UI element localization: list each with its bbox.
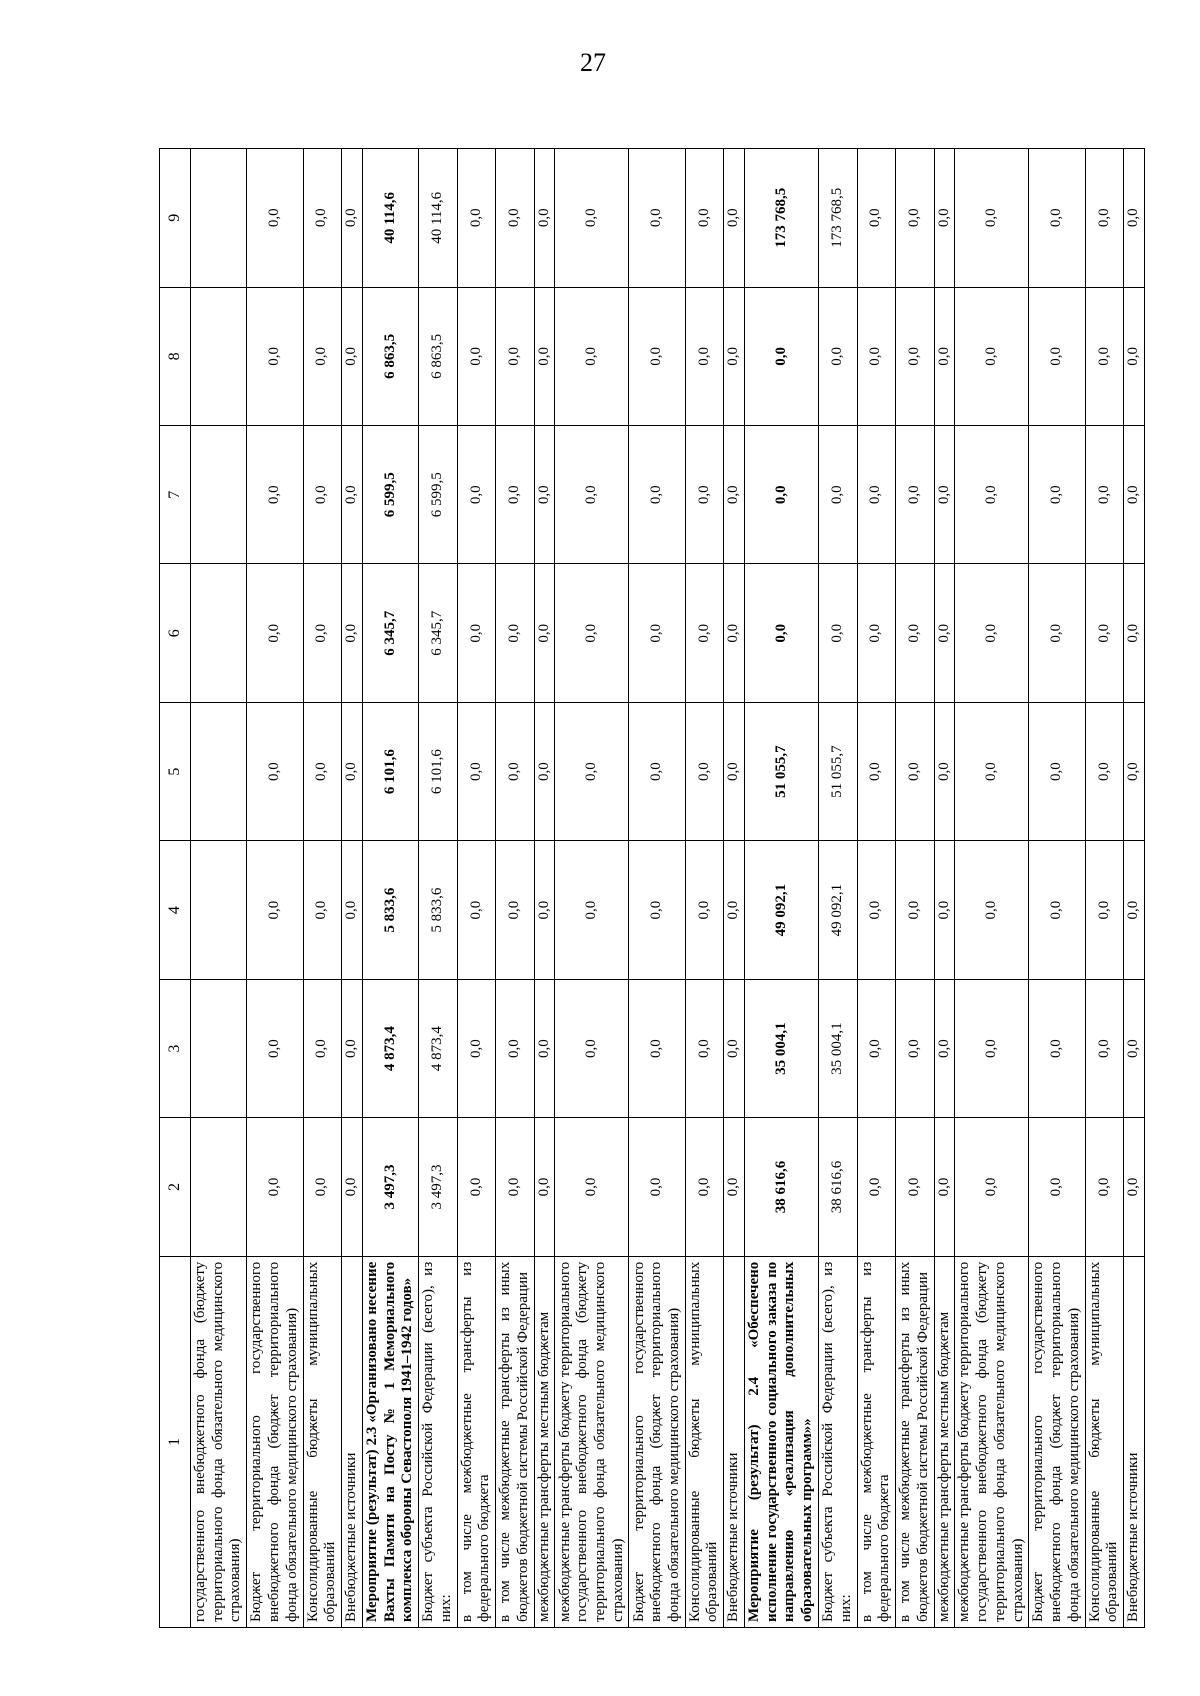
column-header: 6: [160, 564, 191, 702]
value-cell: 0,0: [955, 702, 1029, 840]
value-cell: 0,0: [303, 841, 342, 979]
value-cell: 0,0: [1029, 149, 1085, 288]
row-label: Бюджет территориального государственного внебюджетного фонда (бюджет территориального фонда обязательного медицинского страхования): [1029, 1256, 1085, 1627]
row-label: Бюджет субъекта Российской Федерации (всего), из них:: [419, 1256, 458, 1627]
value-cell: 0,0: [955, 149, 1029, 288]
value-cell: [191, 1118, 247, 1256]
row-label: Бюджет территориального государственного внебюджетного фонда (бюджет территориального фонда обязательного медицинского страхования): [629, 1256, 685, 1627]
value-cell: 51 055,7: [744, 702, 818, 840]
value-cell: 35 004,1: [819, 979, 858, 1117]
value-cell: 0,0: [857, 1118, 896, 1256]
column-header: 3: [160, 979, 191, 1117]
value-cell: 0,0: [555, 1118, 629, 1256]
row-label: Мероприятие (результат) 2.4 «Обеспечено исполнение государственного социального заказа по направлению «реализация дополнительных образовательных программ»»: [744, 1256, 818, 1627]
value-cell: 6 101,6: [362, 702, 418, 840]
table-row: [362, 149, 418, 1628]
value-cell: 0,0: [457, 287, 496, 425]
value-cell: 0,0: [934, 979, 955, 1117]
value-cell: 0,0: [724, 426, 745, 564]
value-cell: 0,0: [896, 287, 935, 425]
value-cell: 0,0: [457, 426, 496, 564]
value-cell: 0,0: [534, 564, 555, 702]
value-cell: 0,0: [534, 426, 555, 564]
table-row: [896, 149, 935, 1628]
value-cell: 0,0: [1085, 149, 1124, 288]
value-cell: 0,0: [857, 979, 896, 1117]
value-cell: 0,0: [744, 426, 818, 564]
value-cell: 6 599,5: [362, 426, 418, 564]
value-cell: 0,0: [629, 426, 685, 564]
value-cell: 0,0: [629, 564, 685, 702]
value-cell: 0,0: [496, 702, 535, 840]
value-cell: 0,0: [1085, 426, 1124, 564]
value-cell: 6 101,6: [419, 702, 458, 840]
value-cell: 0,0: [247, 841, 303, 979]
value-cell: 0,0: [303, 702, 342, 840]
value-cell: 0,0: [1124, 149, 1145, 288]
row-label: Консолидированные бюджеты муниципальных образований: [685, 1256, 724, 1627]
row-label: Мероприятие (результат) 2.3 «Организовано несение Вахты Памяти на Посту № 1 Мемориального комплекса обороны Севастополя 1941–1942 годов»: [362, 1256, 418, 1627]
value-cell: 3 497,3: [419, 1118, 458, 1256]
table-row: [457, 149, 496, 1628]
value-cell: 0,0: [247, 287, 303, 425]
value-cell: 0,0: [744, 287, 818, 425]
value-cell: 5 833,6: [362, 841, 418, 979]
value-cell: 0,0: [555, 841, 629, 979]
value-cell: 0,0: [819, 287, 858, 425]
column-header: 4: [160, 841, 191, 979]
value-cell: 0,0: [1085, 287, 1124, 425]
value-cell: 0,0: [896, 702, 935, 840]
value-cell: 0,0: [1085, 702, 1124, 840]
value-cell: 0,0: [685, 979, 724, 1117]
value-cell: 0,0: [496, 287, 535, 425]
value-cell: 0,0: [934, 287, 955, 425]
row-label: в том числе межбюджетные трансферты из иных бюджетов бюджетной системы Российской Федерации: [496, 1256, 535, 1627]
table-row: [685, 149, 724, 1628]
table-row: [496, 149, 535, 1628]
value-cell: 0,0: [342, 149, 363, 288]
value-cell: 0,0: [247, 1118, 303, 1256]
value-cell: 4 873,4: [362, 979, 418, 1117]
value-cell: 0,0: [896, 564, 935, 702]
table-row: [555, 149, 629, 1628]
value-cell: [191, 564, 247, 702]
value-cell: 0,0: [744, 564, 818, 702]
value-cell: 40 114,6: [362, 149, 418, 288]
value-cell: 0,0: [555, 564, 629, 702]
value-cell: 0,0: [955, 287, 1029, 425]
value-cell: 49 092,1: [744, 841, 818, 979]
value-cell: 6 599,5: [419, 426, 458, 564]
value-cell: 0,0: [534, 841, 555, 979]
value-cell: 0,0: [724, 979, 745, 1117]
column-header: 8: [160, 287, 191, 425]
value-cell: 0,0: [629, 841, 685, 979]
value-cell: 0,0: [247, 149, 303, 288]
value-cell: 0,0: [685, 287, 724, 425]
value-cell: [191, 149, 247, 288]
value-cell: [191, 979, 247, 1117]
value-cell: 0,0: [1124, 702, 1145, 840]
value-cell: [191, 287, 247, 425]
value-cell: 0,0: [342, 979, 363, 1117]
value-cell: 0,0: [303, 426, 342, 564]
value-cell: 38 616,6: [819, 1118, 858, 1256]
value-cell: 0,0: [896, 841, 935, 979]
value-cell: 0,0: [896, 149, 935, 288]
value-cell: 173 768,5: [744, 149, 818, 288]
column-header: 5: [160, 702, 191, 840]
value-cell: 0,0: [247, 426, 303, 564]
value-cell: 0,0: [934, 1118, 955, 1256]
value-cell: 0,0: [934, 702, 955, 840]
value-cell: 0,0: [1029, 287, 1085, 425]
table-row: [1029, 149, 1085, 1628]
table-row: [857, 149, 896, 1628]
value-cell: 0,0: [629, 1118, 685, 1256]
rotated-table-container: [159, 148, 1145, 1628]
row-label: межбюджетные трансферты бюджету территориального государственного внебюджетного фонда (бюджету территориального фонда обязательного медицинского страхования): [955, 1256, 1029, 1627]
value-cell: 0,0: [896, 1118, 935, 1256]
value-cell: 0,0: [534, 149, 555, 288]
value-cell: 0,0: [303, 149, 342, 288]
value-cell: [191, 702, 247, 840]
value-cell: 173 768,5: [819, 149, 858, 288]
value-cell: 0,0: [1029, 426, 1085, 564]
value-cell: 0,0: [342, 287, 363, 425]
value-cell: 0,0: [819, 426, 858, 564]
value-cell: 0,0: [1029, 702, 1085, 840]
value-cell: 0,0: [1085, 841, 1124, 979]
value-cell: 4 873,4: [419, 979, 458, 1117]
value-cell: 0,0: [534, 1118, 555, 1256]
table-row: [934, 149, 955, 1628]
value-cell: 35 004,1: [744, 979, 818, 1117]
row-label: Консолидированные бюджеты муниципальных образований: [1085, 1256, 1124, 1627]
value-cell: 0,0: [955, 426, 1029, 564]
column-header: 2: [160, 1118, 191, 1256]
value-cell: 0,0: [342, 564, 363, 702]
row-label: Бюджет территориального государственного внебюджетного фонда (бюджет территориального фонда обязательного медицинского страхования): [247, 1256, 303, 1627]
row-label: государственного внебюджетного фонда (бюджету территориального фонда обязательного медицинского страхования): [191, 1256, 247, 1627]
value-cell: 0,0: [896, 979, 935, 1117]
value-cell: 0,0: [629, 149, 685, 288]
table-row: [744, 149, 818, 1628]
table-row: [955, 149, 1029, 1628]
value-cell: 0,0: [934, 564, 955, 702]
column-header: 7: [160, 426, 191, 564]
value-cell: 0,0: [724, 564, 745, 702]
row-label: межбюджетные трансферты местным бюджетам: [534, 1256, 555, 1627]
value-cell: 0,0: [1029, 841, 1085, 979]
value-cell: 0,0: [629, 287, 685, 425]
table-row: [1085, 149, 1124, 1628]
value-cell: 0,0: [496, 841, 535, 979]
row-label: Внебюджетные источники: [1124, 1256, 1145, 1627]
value-cell: 0,0: [724, 841, 745, 979]
row-label: Бюджет субъекта Российской Федерации (всего), из них:: [819, 1256, 858, 1627]
table-row: [819, 149, 858, 1628]
table-row: [247, 149, 303, 1628]
value-cell: 51 055,7: [819, 702, 858, 840]
row-label: Консолидированные бюджеты муниципальных образований: [303, 1256, 342, 1627]
value-cell: 0,0: [534, 979, 555, 1117]
value-cell: 0,0: [534, 287, 555, 425]
value-cell: 0,0: [457, 1118, 496, 1256]
table-header-row: [160, 149, 191, 1628]
value-cell: 0,0: [857, 841, 896, 979]
value-cell: 0,0: [303, 564, 342, 702]
value-cell: 40 114,6: [419, 149, 458, 288]
value-cell: 0,0: [1029, 564, 1085, 702]
value-cell: 0,0: [819, 564, 858, 702]
value-cell: 0,0: [555, 979, 629, 1117]
table-row: [629, 149, 685, 1628]
budget-table: [159, 148, 1145, 1628]
value-cell: 0,0: [955, 841, 1029, 979]
value-cell: 0,0: [247, 979, 303, 1117]
row-label: в том числе межбюджетные трансферты из федерального бюджета: [857, 1256, 896, 1627]
value-cell: 5 833,6: [419, 841, 458, 979]
value-cell: 0,0: [724, 287, 745, 425]
value-cell: 0,0: [896, 426, 935, 564]
value-cell: 0,0: [724, 702, 745, 840]
value-cell: 0,0: [496, 979, 535, 1117]
table-row: [191, 149, 247, 1628]
value-cell: 0,0: [724, 1118, 745, 1256]
value-cell: 0,0: [342, 1118, 363, 1256]
value-cell: 0,0: [685, 149, 724, 288]
value-cell: 0,0: [534, 702, 555, 840]
table-row: [1124, 149, 1145, 1628]
value-cell: 6 863,5: [362, 287, 418, 425]
value-cell: 0,0: [496, 426, 535, 564]
value-cell: 0,0: [496, 149, 535, 288]
value-cell: 6 345,7: [419, 564, 458, 702]
value-cell: 0,0: [247, 564, 303, 702]
row-label: Внебюджетные источники: [342, 1256, 363, 1627]
table-row: [724, 149, 745, 1628]
value-cell: 0,0: [629, 702, 685, 840]
row-label: в том числе межбюджетные трансферты из иных бюджетов бюджетной системы Российской Федерации: [896, 1256, 935, 1627]
value-cell: 0,0: [1124, 287, 1145, 425]
value-cell: 0,0: [342, 426, 363, 564]
value-cell: 0,0: [1124, 564, 1145, 702]
value-cell: 0,0: [457, 979, 496, 1117]
value-cell: 0,0: [1124, 979, 1145, 1117]
value-cell: 0,0: [342, 841, 363, 979]
value-cell: 0,0: [629, 979, 685, 1117]
value-cell: 0,0: [1085, 979, 1124, 1117]
value-cell: 0,0: [457, 564, 496, 702]
table-row: [303, 149, 342, 1628]
value-cell: 0,0: [685, 426, 724, 564]
value-cell: 0,0: [457, 702, 496, 840]
table-row: [534, 149, 555, 1628]
value-cell: 0,0: [857, 287, 896, 425]
row-label: межбюджетные трансферты бюджету территориального государственного внебюджетного фонда (бюджету территориального фонда обязательного медицинского страхования): [555, 1256, 629, 1627]
value-cell: 0,0: [457, 149, 496, 288]
row-label: в том числе межбюджетные трансферты из федерального бюджета: [457, 1256, 496, 1627]
value-cell: 0,0: [934, 149, 955, 288]
value-cell: 0,0: [685, 841, 724, 979]
value-cell: 0,0: [955, 564, 1029, 702]
row-label: Внебюджетные источники: [724, 1256, 745, 1627]
value-cell: 49 092,1: [819, 841, 858, 979]
value-cell: 0,0: [1124, 841, 1145, 979]
value-cell: 0,0: [1085, 564, 1124, 702]
value-cell: 0,0: [303, 287, 342, 425]
value-cell: 0,0: [1124, 426, 1145, 564]
value-cell: 0,0: [857, 149, 896, 288]
value-cell: 0,0: [955, 1118, 1029, 1256]
table-row: [419, 149, 458, 1628]
value-cell: 0,0: [496, 564, 535, 702]
value-cell: 0,0: [685, 702, 724, 840]
value-cell: 0,0: [457, 841, 496, 979]
value-cell: 0,0: [342, 702, 363, 840]
value-cell: 6 345,7: [362, 564, 418, 702]
value-cell: 0,0: [934, 841, 955, 979]
value-cell: 0,0: [303, 979, 342, 1117]
value-cell: 0,0: [685, 564, 724, 702]
value-cell: 0,0: [303, 1118, 342, 1256]
value-cell: 0,0: [1029, 1118, 1085, 1256]
table-row: [342, 149, 363, 1628]
row-label: межбюджетные трансферты местным бюджетам: [934, 1256, 955, 1627]
value-cell: 0,0: [857, 702, 896, 840]
value-cell: 0,0: [247, 702, 303, 840]
value-cell: 0,0: [1029, 979, 1085, 1117]
value-cell: 0,0: [1085, 1118, 1124, 1256]
value-cell: 0,0: [857, 426, 896, 564]
value-cell: 3 497,3: [362, 1118, 418, 1256]
value-cell: 6 863,5: [419, 287, 458, 425]
value-cell: 0,0: [955, 979, 1029, 1117]
value-cell: 0,0: [496, 1118, 535, 1256]
value-cell: 0,0: [555, 149, 629, 288]
value-cell: [191, 841, 247, 979]
value-cell: 0,0: [555, 702, 629, 840]
value-cell: 0,0: [1124, 1118, 1145, 1256]
column-header: 1: [160, 1256, 191, 1627]
column-header: 9: [160, 149, 191, 288]
page-number: 27: [580, 48, 606, 77]
value-cell: 0,0: [724, 149, 745, 288]
value-cell: 0,0: [857, 564, 896, 702]
value-cell: 0,0: [685, 1118, 724, 1256]
value-cell: 0,0: [934, 426, 955, 564]
value-cell: [191, 426, 247, 564]
value-cell: 38 616,6: [744, 1118, 818, 1256]
table-body: [191, 149, 1145, 1628]
value-cell: 0,0: [555, 287, 629, 425]
value-cell: 0,0: [555, 426, 629, 564]
